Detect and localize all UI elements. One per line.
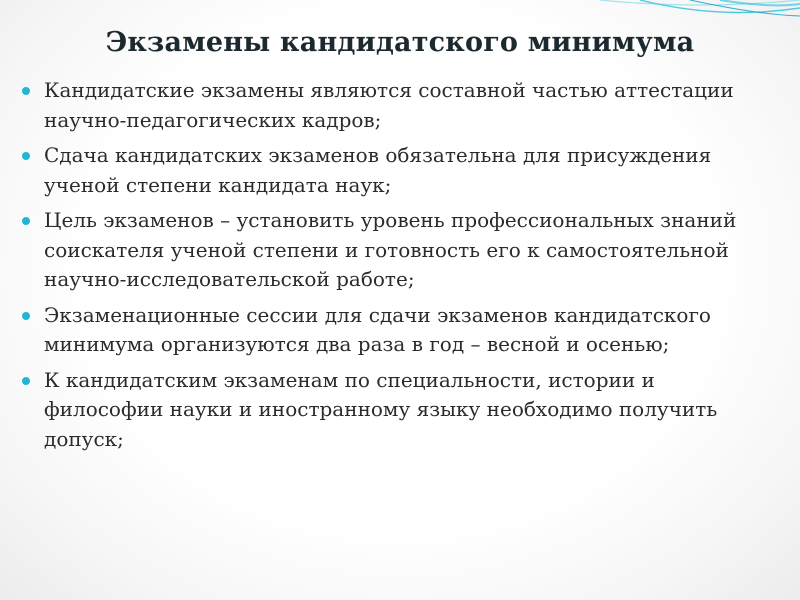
bullet-list <box>22 76 762 460</box>
bullet-icon <box>22 87 30 95</box>
bullet-text: Сдача кандидатских экзаменов обязательна для присуждения ученой степени кандидата наук; <box>44 143 712 197</box>
bullet-text: Цель экзаменов – установить уровень профессиональных знаний соискателя ученой степени и готовность его к самостоятельной научно-исследовательской работе; <box>44 208 737 291</box>
bullet-icon <box>22 312 30 320</box>
bullet-icon <box>22 217 30 225</box>
list-item <box>22 366 762 455</box>
list-item <box>22 141 762 200</box>
slide-title: Экзамены кандидатского минимума <box>105 27 695 58</box>
list-item <box>22 301 762 360</box>
bullet-icon <box>22 152 30 160</box>
list-item <box>22 76 762 135</box>
bullet-text: К кандидатским экзаменам по специальности, истории и философии науки и иностранному языку необходимо получить допуск; <box>44 367 718 451</box>
list-item <box>22 206 762 295</box>
bullet-text: Экзаменационные сессии для сдачи экзаменов кандидатского минимума организуются два раза в год – весной и осенью; <box>44 302 711 356</box>
bullet-icon <box>22 377 30 385</box>
bullet-text: Кандидатские экзамены являются составной частью аттестации научно-педагогических кадров; <box>44 78 734 132</box>
